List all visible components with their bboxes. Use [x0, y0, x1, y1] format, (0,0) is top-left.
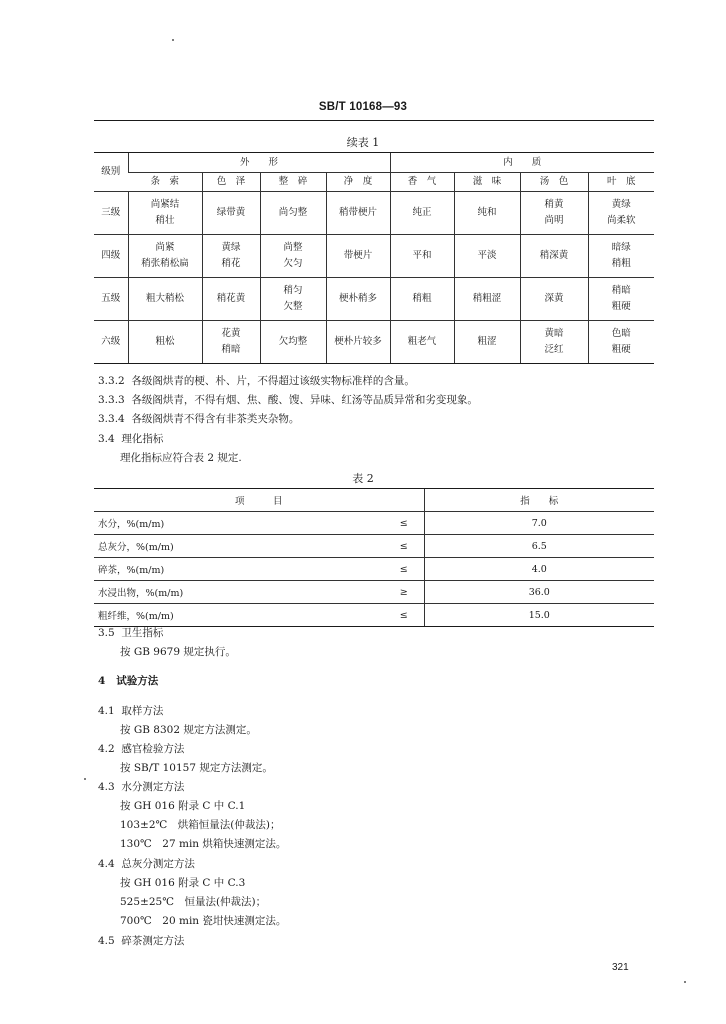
- grade-cell: [520, 235, 588, 278]
- indicator-row: [94, 558, 654, 581]
- cell-line: 纯和: [477, 207, 497, 218]
- grade-row: [94, 192, 654, 235]
- grade-cell: [326, 321, 390, 364]
- scan-speck: [172, 39, 174, 41]
- section-number: 4.5: [98, 935, 115, 947]
- cell-line: 绿带黄: [216, 207, 246, 218]
- grade-row: [94, 235, 654, 278]
- subsection-4-4-line: 700℃ 20 min 瓷坩快速测定法。: [120, 915, 287, 927]
- grade-row: [94, 321, 654, 364]
- cell-line: 稍带梗片: [339, 207, 378, 218]
- page-number: 321: [612, 962, 629, 973]
- grade-cell: [260, 321, 326, 364]
- cell-line: 带梗片: [343, 250, 373, 261]
- section-number: 4.2: [98, 743, 115, 755]
- grade-cell: [260, 235, 326, 278]
- subsection-4-4-heading: [98, 855, 195, 873]
- indicator-item: 总灰分，%(m/m): [94, 535, 384, 558]
- grade-cell: [454, 321, 520, 364]
- physicochemical-table: [94, 488, 654, 627]
- clause-text: 各级阁烘青不得含有非茶类夹杂物。: [131, 413, 300, 425]
- cell-line: 粗涩: [477, 336, 497, 347]
- cell-line: 梗朴稍多: [339, 293, 378, 304]
- cell-line: 稍壮: [155, 215, 175, 226]
- grade-cell: [588, 278, 654, 321]
- grade-cell: [520, 278, 588, 321]
- indicator-item: 水分，%(m/m): [94, 512, 384, 535]
- cell-line: 稍黄: [544, 199, 564, 210]
- indicator-row: [94, 581, 654, 604]
- cell-line: 黄暗: [544, 328, 564, 339]
- grade-column-header: 级别: [94, 153, 128, 192]
- indicator-value: 36.0: [424, 581, 654, 604]
- table1-caption: 续表 1: [346, 136, 380, 149]
- indicator-item: 水浸出物，%(m/m): [94, 581, 384, 604]
- cell-line: 黄绿: [221, 242, 241, 253]
- cell-line: 欠均整: [278, 336, 308, 347]
- subsection-4-4-line: 525±25℃ 恒量法(仲裁法)；: [120, 896, 267, 908]
- grade-cell: [390, 321, 454, 364]
- grade-cell: [588, 235, 654, 278]
- column-header: 条 索: [128, 173, 202, 192]
- cell-line: 梗朴片较多: [334, 336, 382, 347]
- section-title: 感官检验方法: [121, 743, 185, 755]
- section-number: 3.4: [98, 433, 115, 445]
- grade-cell: [260, 278, 326, 321]
- grade-cell: [260, 192, 326, 235]
- subsection-4-3-line: 130℃ 27 min 烘箱快速测定法。: [120, 838, 287, 850]
- subsection-4-1-heading: [98, 702, 163, 720]
- cell-line: 粗老气: [407, 336, 437, 347]
- column-header: 叶 底: [588, 173, 654, 192]
- indicator-item: 粗纤维，%(m/m): [94, 604, 384, 627]
- cell-line: 色暗: [611, 328, 631, 339]
- grade-cell: [128, 235, 202, 278]
- grade-label: 四级: [94, 235, 128, 278]
- cell-line: 稍暗: [611, 285, 631, 296]
- standard-number-header: SB/T 10168—93: [318, 101, 408, 113]
- section-title: 卫生指标: [121, 627, 164, 639]
- indicator-value: 7.0: [424, 512, 654, 535]
- cell-line: 稍粗: [412, 293, 432, 304]
- scan-speck: [684, 981, 686, 983]
- cell-line: 纯正: [412, 207, 432, 218]
- grade-cell: [520, 321, 588, 364]
- external-shape-group-header: 外 形: [128, 153, 390, 173]
- grade-cell: [390, 235, 454, 278]
- subsection-4-2-heading: [98, 740, 184, 758]
- cell-line: 粗大稍松: [145, 293, 184, 304]
- clause-3-3-2: [98, 372, 415, 390]
- column-header: 净 度: [326, 173, 390, 192]
- cell-line: 尚柔软: [607, 215, 636, 226]
- grade-cell: [454, 278, 520, 321]
- grade-cell: [588, 192, 654, 235]
- grade-cell: [128, 321, 202, 364]
- comparison-symbol: ≤: [384, 604, 424, 627]
- comparison-symbol: ≤: [384, 512, 424, 535]
- grade-cell: [390, 192, 454, 235]
- subsection-4-3-line: 按 GH 016 附录 C 中 C.1: [120, 800, 246, 812]
- subsection-4-2-body: 按 SB/T 10157 规定方法测定。: [120, 762, 273, 774]
- cell-line: 尚紧结: [150, 199, 180, 210]
- grade-cell: [588, 321, 654, 364]
- subsection-4-3-heading: [98, 778, 184, 796]
- indicator-row: [94, 512, 654, 535]
- grade-label: 三级: [94, 192, 128, 235]
- grade-cell: [454, 235, 520, 278]
- grade-standards-table: [94, 152, 654, 364]
- clause-text: 各级阁烘青的梗、朴、片，不得超过该级实物标准样的含量。: [131, 375, 415, 387]
- header-rule: [94, 120, 654, 121]
- column-header: 汤 色: [520, 173, 588, 192]
- section-title: 碎茶测定方法: [121, 935, 185, 947]
- cell-line: 稍花: [221, 258, 241, 269]
- cell-line: 稍暗: [221, 344, 241, 355]
- cell-line: 深黄: [544, 293, 564, 304]
- scan-speck: [84, 778, 86, 780]
- cell-line: 尚紧: [155, 242, 175, 253]
- section-number: 3.5: [98, 627, 115, 639]
- clause-text: 各级阁烘青，不得有烟、焦、酸、馊、异味、红汤等品质异常和劣变现象。: [131, 394, 478, 406]
- section-3-5-heading: [98, 624, 163, 642]
- section-title: 取样方法: [121, 705, 164, 717]
- table2-caption: 表 2: [352, 472, 374, 485]
- section-3-5-body: 按 GB 9679 规定执行。: [120, 646, 236, 658]
- section-title: 试验方法: [116, 675, 159, 687]
- grade-label: 五级: [94, 278, 128, 321]
- section-number: 4.3: [98, 781, 115, 793]
- column-header: 色 泽: [202, 173, 260, 192]
- grade-cell: [128, 278, 202, 321]
- clause-number: 3.3.3: [98, 394, 125, 406]
- column-header: 滋 味: [454, 173, 520, 192]
- cell-line: 稍粗涩: [472, 293, 502, 304]
- cell-line: 平淡: [477, 250, 497, 261]
- grade-cell: [390, 278, 454, 321]
- clause-number: 3.3.4: [98, 413, 125, 425]
- cell-line: 粗松: [155, 336, 175, 347]
- section-number: 4.1: [98, 705, 115, 717]
- grade-label: 六级: [94, 321, 128, 364]
- indicator-row: [94, 535, 654, 558]
- grade-row: [94, 278, 654, 321]
- section-title: 水分测定方法: [121, 781, 185, 793]
- section-number: 4.4: [98, 858, 115, 870]
- grade-cell: [520, 192, 588, 235]
- grade-cell: [326, 192, 390, 235]
- indicator-item: 碎茶，%(m/m): [94, 558, 384, 581]
- grade-cell: [326, 235, 390, 278]
- section-3-4-body: 理化指标应符合表 2 规定.: [120, 452, 242, 464]
- cell-line: 尚整: [283, 242, 303, 253]
- indicator-value: 15.0: [424, 604, 654, 627]
- cell-line: 黄绿: [611, 199, 631, 210]
- cell-line: 欠匀: [283, 258, 303, 269]
- indicator-value: 6.5: [424, 535, 654, 558]
- grade-cell: [202, 235, 260, 278]
- cell-line: 稍张稍松扁: [141, 258, 189, 269]
- clause-3-3-4: [98, 410, 299, 428]
- grade-cell: [454, 192, 520, 235]
- subsection-4-5-heading: [98, 932, 184, 950]
- grade-cell: [326, 278, 390, 321]
- grade-cell: [202, 321, 260, 364]
- cell-line: 尚明: [544, 215, 564, 226]
- comparison-symbol: ≤: [384, 535, 424, 558]
- clause-3-3-3: [98, 391, 478, 409]
- cell-line: 平和: [412, 250, 432, 261]
- subsection-4-4-line: 按 GH 016 附录 C 中 C.3: [120, 877, 246, 889]
- internal-quality-group-header: 内 质: [390, 153, 654, 173]
- cell-line: 尚匀整: [278, 207, 308, 218]
- section-number: 4: [98, 675, 106, 687]
- value-column-header: 指 标: [424, 489, 654, 512]
- cell-line: 欠整: [283, 301, 303, 312]
- column-header: 香 气: [390, 173, 454, 192]
- subsection-4-1-body: 按 GB 8302 规定方法测定。: [120, 724, 257, 736]
- item-column-header: 项 目: [94, 489, 424, 512]
- comparison-symbol: ≥: [384, 581, 424, 604]
- cell-line: 稍粗: [611, 258, 631, 269]
- section-title: 总灰分测定方法: [121, 858, 195, 870]
- clause-number: 3.3.2: [98, 375, 125, 387]
- section-3-4-heading: [98, 430, 163, 448]
- cell-line: 泛红: [544, 344, 564, 355]
- cell-line: 粗硬: [611, 344, 631, 355]
- indicator-value: 4.0: [424, 558, 654, 581]
- cell-line: 粗硬: [611, 301, 631, 312]
- cell-line: 暗绿: [611, 242, 631, 253]
- section-4-heading: [98, 672, 158, 690]
- section-title: 理化指标: [121, 433, 164, 445]
- subsection-4-3-line: 103±2℃ 烘箱恒量法(仲裁法)；: [120, 819, 281, 831]
- cell-line: 花黄: [221, 328, 241, 339]
- cell-line: 稍深黄: [539, 250, 569, 261]
- indicator-row: [94, 604, 654, 627]
- cell-line: 稍花黄: [216, 293, 246, 304]
- comparison-symbol: ≤: [384, 558, 424, 581]
- grade-cell: [128, 192, 202, 235]
- column-header: 整 碎: [260, 173, 326, 192]
- cell-line: 稍匀: [283, 285, 303, 296]
- grade-cell: [202, 278, 260, 321]
- grade-cell: [202, 192, 260, 235]
